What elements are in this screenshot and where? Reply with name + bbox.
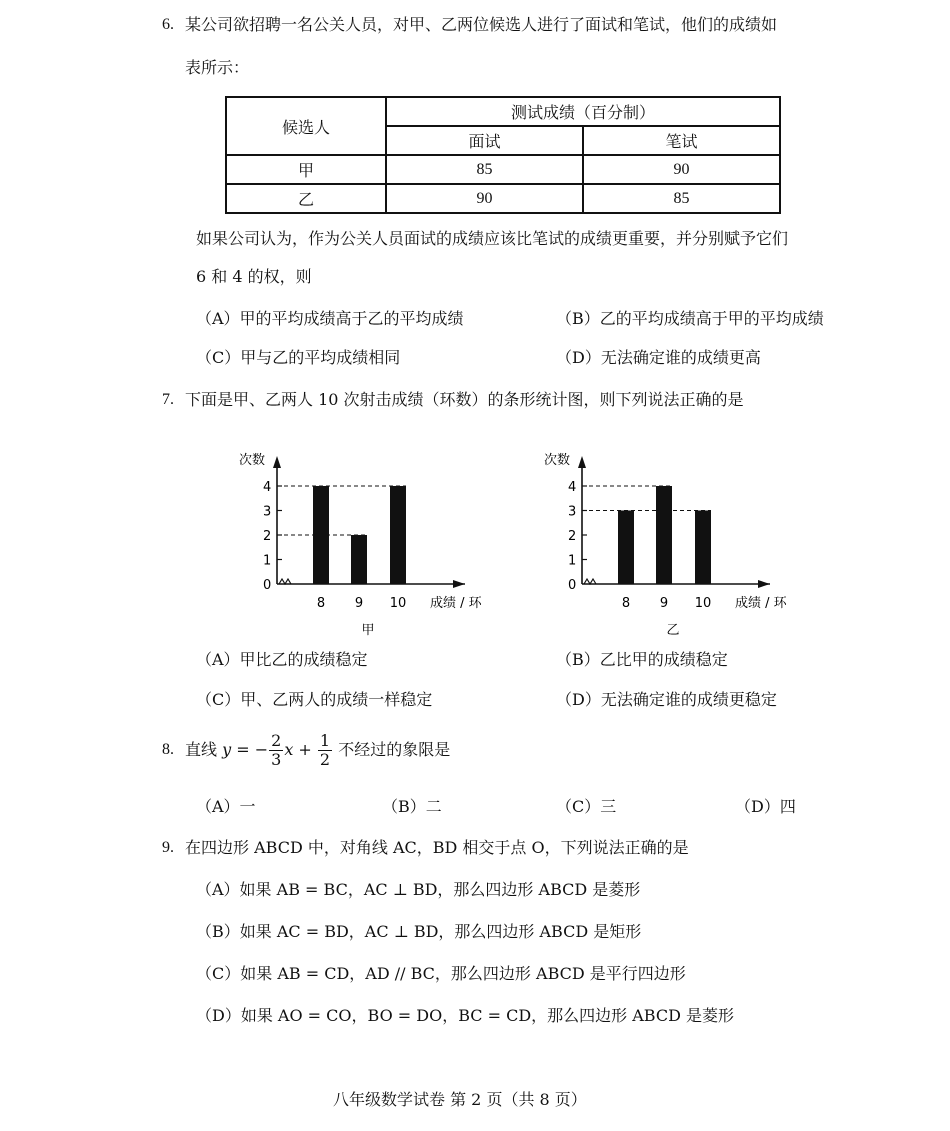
q8-frac2-num: 1 (319, 731, 331, 750)
bar (390, 486, 406, 584)
table-header-interview: 面试 (386, 126, 583, 155)
y-axis-arrow (578, 456, 586, 468)
page-footer: 八年级数学试卷 第 2 页（共 8 页） (333, 1090, 587, 1109)
y-tick-label: 3 (263, 504, 272, 520)
q8-fraction-2 (318, 732, 332, 769)
y-axis-label: 次数 (544, 453, 571, 468)
y-tick-label: 2 (568, 529, 577, 544)
y-tick-label: 3 (568, 504, 577, 520)
y-tick-label: 0 (263, 578, 272, 593)
q8-stem-suffix: 不经过的象限是 (333, 740, 451, 759)
q8-eq-mid: = − (231, 740, 269, 759)
x-axis-label: 成绩 / 环 (735, 596, 787, 611)
score-table (225, 96, 781, 214)
q6-para-line1: 如果公司认为，作为公关人员面试的成绩应该比笔试的成绩更重要，并分别赋予它们 (196, 229, 789, 248)
x-tick-label: 9 (659, 596, 669, 611)
q9-option-c: （C）如果 AB = CD，AD // BC，那么四边形 ABCD 是平行四边形 (196, 964, 686, 983)
q6-option-a: （A）甲的平均成绩高于乙的平均成绩 (196, 309, 464, 328)
q8-frac1-den: 3 (271, 750, 282, 769)
bar (656, 486, 672, 584)
table-header-candidate: 候选人 (226, 97, 386, 155)
table-cell-name: 乙 (226, 184, 386, 213)
table-header-written: 笔试 (583, 126, 780, 155)
q6-stem-line2: 表所示： (185, 58, 250, 77)
q8-option-d: （D）四 (735, 797, 796, 816)
table-cell-interview: 90 (386, 184, 583, 213)
y-tick-label: 4 (568, 480, 577, 495)
q6-para-line2: 6 和 4 的权，则 (196, 267, 312, 286)
table-cell-name: 甲 (226, 155, 386, 184)
q7-number: 7. (162, 391, 174, 408)
bar-chart-yi (530, 440, 830, 645)
q7-option-b: （B）乙比甲的成绩稳定 (556, 650, 728, 669)
bar (618, 511, 634, 585)
q6-stem-line1: 某公司欲招聘一名公关人员，对甲、乙两位候选人进行了面试和笔试，他们的成绩如 (185, 15, 778, 34)
q8-number: 8. (162, 741, 174, 758)
q8-option-b: （B）二 (382, 797, 442, 816)
x-tick-label: 8 (621, 596, 631, 611)
x-axis-arrow (758, 580, 770, 588)
chart-title: 甲 (361, 623, 375, 638)
y-axis-label: 次数 (239, 453, 266, 468)
q8-option-c: （C）三 (556, 797, 617, 816)
bar (351, 535, 367, 584)
x-axis-arrow (453, 580, 465, 588)
y-tick-label: 2 (263, 529, 272, 544)
q9-option-a: （A）如果 AB = BC，AC ⊥ BD，那么四边形 ABCD 是菱形 (196, 880, 641, 899)
q9-option-b: （B）如果 AC = BD，AC ⊥ BD，那么四边形 ABCD 是矩形 (196, 922, 642, 941)
q8-stem-prefix: 直线 (185, 740, 223, 759)
q7-option-c: （C）甲、乙两人的成绩一样稳定 (196, 690, 433, 709)
table-cell-interview: 85 (386, 155, 583, 184)
bar-chart-jia (225, 440, 525, 645)
table-cell-written: 85 (583, 184, 780, 213)
table-cell-written: 90 (583, 155, 780, 184)
y-tick-label: 1 (568, 553, 577, 569)
y-tick-label: 1 (263, 553, 272, 569)
q9-stem: 在四边形 ABCD 中，对角线 AC，BD 相交于点 O，下列说法正确的是 (185, 838, 689, 857)
q8-frac2-den: 2 (319, 750, 331, 769)
y-tick-label: 0 (568, 578, 577, 593)
q6-option-b: （B）乙的平均成绩高于甲的平均成绩 (556, 309, 824, 328)
x-tick-label: 9 (354, 596, 364, 611)
q8-fraction-1 (269, 732, 283, 769)
x-tick-label: 10 (694, 596, 712, 611)
q8-eq-plus: + (293, 740, 317, 759)
q7-option-d: （D）无法确定谁的成绩更稳定 (556, 690, 777, 709)
q6-option-d: （D）无法确定谁的成绩更高 (556, 348, 761, 367)
y-tick-label: 4 (263, 480, 272, 495)
q8-eq-x: x (284, 740, 294, 759)
q9-option-d: （D）如果 AO = CO，BO = DO，BC = CD，那么四边形 ABCD 是菱形 (196, 1006, 735, 1025)
x-axis-label: 成绩 / 环 (430, 596, 482, 611)
q6-number: 6. (162, 16, 174, 33)
x-tick-label: 8 (316, 596, 326, 611)
q8-frac1-num: 2 (271, 731, 282, 750)
q8-eq-y: y (222, 740, 232, 759)
bar (695, 511, 711, 585)
q8-option-a: （A）一 (196, 797, 256, 816)
x-tick-label: 10 (389, 596, 407, 611)
table-row (226, 155, 780, 184)
q9-number: 9. (162, 839, 174, 856)
q6-option-c: （C）甲与乙的平均成绩相同 (196, 348, 401, 367)
chart-title: 乙 (666, 623, 680, 638)
table-header-group: 测试成绩（百分制） (386, 97, 780, 126)
table-row (226, 184, 780, 213)
y-axis-arrow (273, 456, 281, 468)
q7-option-a: （A）甲比乙的成绩稳定 (196, 650, 368, 669)
q8-stem (185, 728, 450, 772)
q7-stem: 下面是甲、乙两人 10 次射击成绩（环数）的条形统计图，则下列说法正确的是 (185, 390, 744, 409)
